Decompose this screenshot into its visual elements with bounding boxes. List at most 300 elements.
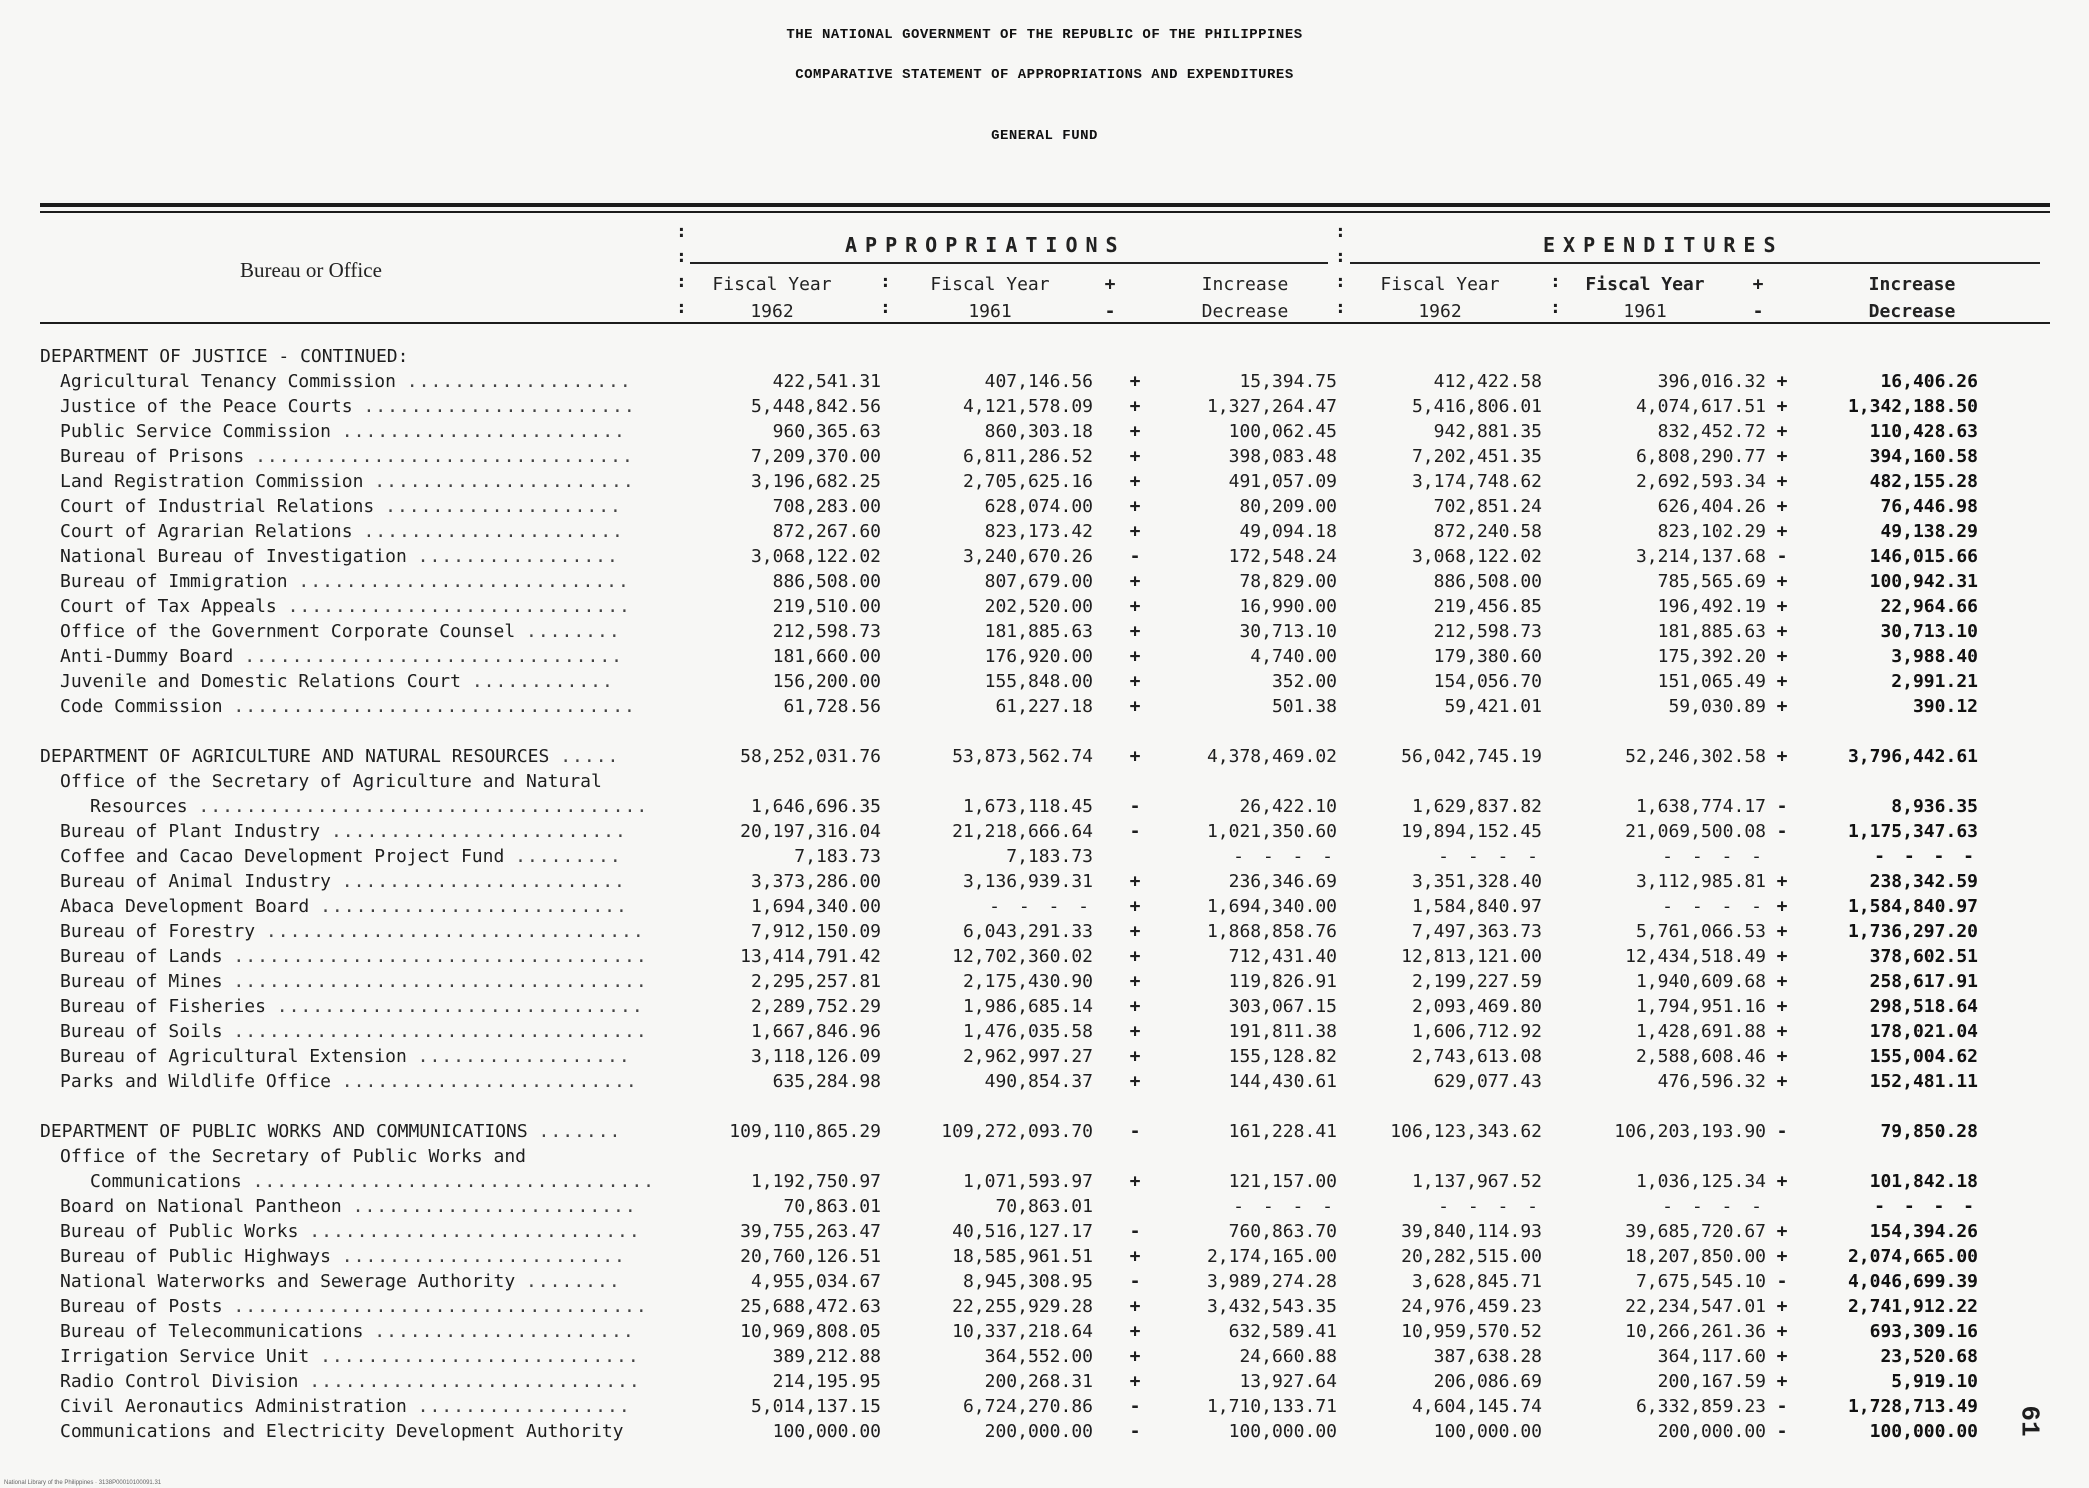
- expenditure-1962-cell: 3,628,845.71: [1411, 1271, 1542, 1292]
- table-row: [0, 546, 2089, 571]
- leader-dots: .......: [538, 1121, 622, 1142]
- row-label: [60, 1021, 648, 1042]
- top-double-rule-thin: [40, 211, 2050, 213]
- expenditure-1961-cell: 5,761,066.53: [1635, 921, 1766, 942]
- expenditure-1962-cell: 212,598.73: [1433, 621, 1542, 642]
- appropriation-change-cell: 712,431.40: [1228, 946, 1337, 967]
- appropriations-header: APPROPRIATIONS: [845, 233, 1126, 257]
- appropriation-1961-cell: 6,811,286.52: [962, 446, 1093, 467]
- row-label: [60, 496, 622, 517]
- page-number: 61: [2014, 1405, 2045, 1437]
- minus-sign: -: [1752, 301, 1764, 322]
- appropriation-sign-cell: +: [1129, 1021, 1141, 1042]
- minus-sign: -: [1104, 301, 1116, 322]
- row-label: [60, 1296, 648, 1317]
- appropriation-1961-cell: 3,240,670.26: [962, 546, 1093, 567]
- expenditure-sign-cell: +: [1776, 896, 1788, 917]
- appropriation-1961-cell: 7,183.73: [1006, 846, 1093, 867]
- row-label: [40, 746, 619, 767]
- appropriation-1962-cell: 109,110,865.29: [729, 1121, 881, 1142]
- appropriation-change-cell: 121,157.00: [1228, 1171, 1337, 1192]
- expenditure-change-cell: 100,000.00: [1869, 1421, 1978, 1442]
- expenditure-sign-cell: +: [1776, 646, 1788, 667]
- appropriation-sign-cell: +: [1129, 1046, 1141, 1067]
- year-label: 1961: [968, 301, 1012, 322]
- row-name: Office of the Secretary of Public Works and: [60, 1146, 526, 1167]
- table-row: [0, 1246, 2089, 1271]
- leader-dots: ............................: [298, 571, 630, 592]
- appropriation-change-cell: 80,209.00: [1239, 496, 1337, 517]
- expenditure-1961-cell: 21,069,500.08: [1625, 821, 1766, 842]
- expenditure-1961-cell: 1,638,774.17: [1635, 796, 1766, 817]
- row-label: [60, 1221, 641, 1242]
- expenditure-1962-cell: 19,894,152.45: [1401, 821, 1542, 842]
- row-name: Public Service Commission: [60, 421, 331, 442]
- row-name: Bureau of Fisheries: [60, 996, 266, 1017]
- plus-sign: +: [1104, 274, 1116, 295]
- appropriation-1961-cell: 4,121,578.09: [962, 396, 1093, 417]
- appropriation-1962-cell: 212,598.73: [772, 621, 881, 642]
- appropriation-1962-cell: 13,414,791.42: [740, 946, 881, 967]
- leader-dots: ............................: [309, 1371, 641, 1392]
- row-label: [60, 446, 634, 467]
- increase-label: Increase: [1868, 274, 1956, 295]
- appropriation-sign-cell: +: [1129, 1246, 1141, 1267]
- row-label: [60, 671, 614, 692]
- appropriation-1961-cell: 202,520.00: [984, 596, 1093, 617]
- row-label: [60, 521, 624, 542]
- expenditure-1961-cell: 39,685,720.67: [1625, 1221, 1766, 1242]
- table-row: [0, 1071, 2089, 1096]
- expenditure-change-cell: 5,919.10: [1891, 1371, 1978, 1392]
- expenditure-1962-cell: 12,813,121.00: [1401, 946, 1542, 967]
- appropriation-1962-cell: 708,283.00: [772, 496, 881, 517]
- appropriation-change-cell: 632,589.41: [1228, 1321, 1337, 1342]
- leader-dots: ........................: [352, 1196, 637, 1217]
- appropriation-sign-cell: +: [1129, 521, 1141, 542]
- appropriation-1962-cell: 156,200.00: [772, 671, 881, 692]
- row-name: Resources: [90, 796, 188, 817]
- appropriation-1961-cell: 1,986,685.14: [962, 996, 1093, 1017]
- appropriation-sign-cell: +: [1129, 1171, 1141, 1192]
- appropriation-1961-cell: 2,175,430.90: [962, 971, 1093, 992]
- appropriation-sign-cell: +: [1129, 1296, 1141, 1317]
- appropriation-1961-cell: 860,303.18: [984, 421, 1093, 442]
- appropriation-1961-cell: 3,136,939.31: [962, 871, 1093, 892]
- appropriation-1962-cell: 219,510.00: [772, 596, 881, 617]
- header-divider: :: [676, 297, 687, 318]
- increase-label: Increase: [1201, 274, 1289, 295]
- expenditure-1962-cell: 106,123,343.62: [1390, 1121, 1542, 1142]
- appropriation-sign-cell: -: [1129, 1421, 1141, 1442]
- appropriations-fy-1961-header: [925, 271, 1055, 325]
- expenditure-1962-cell: 412,422.58: [1433, 371, 1542, 392]
- appropriation-change-cell: 100,062.45: [1228, 421, 1337, 442]
- appropriation-1962-cell: 20,197,316.04: [740, 821, 881, 842]
- expenditure-change-cell: 2,741,912.22: [1847, 1296, 1978, 1317]
- top-double-rule: [40, 203, 2050, 207]
- fiscal-year-label: Fiscal Year: [1585, 274, 1705, 295]
- expenditure-sign-cell: +: [1776, 596, 1788, 617]
- appropriation-sign-cell: +: [1129, 1371, 1141, 1392]
- appropriation-change-cell: 16,990.00: [1239, 596, 1337, 617]
- appropriation-1962-cell: 1,646,696.35: [750, 796, 881, 817]
- expenditure-1961-cell: 151,065.49: [1657, 671, 1766, 692]
- expenditure-sign-cell: +: [1776, 1371, 1788, 1392]
- expenditure-sign-cell: +: [1776, 571, 1788, 592]
- row-name: Board on National Pantheon: [60, 1196, 342, 1217]
- row-name: Bureau of Soils: [60, 1021, 223, 1042]
- table-row: [0, 1346, 2089, 1371]
- row-name: Coffee and Cacao Development Project Fund: [60, 846, 505, 867]
- leader-dots: ...................: [406, 371, 632, 392]
- row-name: Anti-Dummy Board: [60, 646, 234, 667]
- appropriation-sign-cell: +: [1129, 496, 1141, 517]
- expenditure-sign-cell: -: [1776, 796, 1788, 817]
- appropriation-sign-cell: +: [1129, 946, 1141, 967]
- row-name: Bureau of Public Works: [60, 1221, 299, 1242]
- expenditure-1962-cell: 3,068,122.02: [1411, 546, 1542, 567]
- row-name: National Waterworks and Sewerage Authority: [60, 1271, 516, 1292]
- appropriation-sign-cell: +: [1129, 596, 1141, 617]
- appropriation-change-cell: 100,000.00: [1228, 1421, 1337, 1442]
- header-divider: :: [1550, 297, 1561, 318]
- appropriation-sign-cell: -: [1129, 546, 1141, 567]
- appropriation-1961-cell: 2,962,997.27: [962, 1046, 1093, 1067]
- header-divider: :: [1335, 221, 1346, 242]
- appropriation-1962-cell: 3,068,122.02: [750, 546, 881, 567]
- expenditure-1961-cell: 12,434,518.49: [1625, 946, 1766, 967]
- row-label: [60, 546, 619, 567]
- expenditure-sign-cell: +: [1776, 746, 1788, 767]
- appropriation-1961-cell: 490,854.37: [984, 1071, 1093, 1092]
- row-label: [60, 1246, 626, 1267]
- appropriation-1962-cell: 2,295,257.81: [750, 971, 881, 992]
- table-row: [0, 621, 2089, 646]
- table-row: [0, 946, 2089, 971]
- appropriation-sign-cell: +: [1129, 696, 1141, 717]
- expenditure-change-cell: - - - -: [1874, 1196, 1978, 1217]
- table-row: [0, 646, 2089, 671]
- appropriation-1962-cell: 5,448,842.56: [750, 396, 881, 417]
- leader-dots: ................................: [265, 921, 645, 942]
- appropriation-1961-cell: 155,848.00: [984, 671, 1093, 692]
- row-label: [60, 1146, 526, 1167]
- expenditure-1961-cell: 2,588,608.46: [1635, 1046, 1766, 1067]
- row-label: [40, 1121, 621, 1142]
- appropriation-change-cell: 13,927.64: [1239, 1371, 1337, 1392]
- appropriation-1962-cell: 7,183.73: [794, 846, 881, 867]
- leader-dots: .....: [560, 746, 620, 767]
- appropriation-sign-cell: +: [1129, 996, 1141, 1017]
- expenditure-1961-cell: 181,885.63: [1657, 621, 1766, 642]
- expenditure-change-cell: 110,428.63: [1869, 421, 1978, 442]
- row-name: Court of Tax Appeals: [60, 596, 277, 617]
- appropriation-change-cell: 236,346.69: [1228, 871, 1337, 892]
- table-row: [0, 871, 2089, 896]
- expenditure-change-cell: 178,021.04: [1869, 1021, 1978, 1042]
- appropriation-1961-cell: 6,043,291.33: [962, 921, 1093, 942]
- row-label: [60, 596, 631, 617]
- row-name: Communications and Electricity Development Authority: [60, 1421, 624, 1442]
- appropriation-sign-cell: +: [1129, 746, 1141, 767]
- appropriation-change-cell: 491,057.09: [1228, 471, 1337, 492]
- appropriation-change-cell: 119,826.91: [1228, 971, 1337, 992]
- row-name: Parks and Wildlife Office: [60, 1071, 331, 1092]
- table-row: [0, 1371, 2089, 1396]
- expenditure-sign-cell: +: [1776, 496, 1788, 517]
- row-label: [60, 1271, 621, 1292]
- expenditure-1962-cell: 7,497,363.73: [1411, 921, 1542, 942]
- expenditure-sign-cell: -: [1776, 821, 1788, 842]
- appropriations-fy-1962-header: [712, 271, 832, 325]
- table-row: [0, 521, 2089, 546]
- expenditure-sign-cell: +: [1776, 696, 1788, 717]
- row-name: DEPARTMENT OF AGRICULTURE AND NATURAL RESOURCES: [40, 746, 550, 767]
- leader-dots: ..........................: [320, 896, 628, 917]
- appropriation-1962-cell: 1,192,750.97: [750, 1171, 881, 1192]
- expenditure-sign-cell: +: [1776, 471, 1788, 492]
- appropriation-1961-cell: 181,885.63: [984, 621, 1093, 642]
- table-row: [0, 596, 2089, 621]
- row-name: Radio Control Division: [60, 1371, 299, 1392]
- leader-dots: ............................: [309, 1221, 641, 1242]
- expenditure-1962-cell: 3,174,748.62: [1411, 471, 1542, 492]
- expenditure-1961-cell: 832,452.72: [1657, 421, 1766, 442]
- expenditure-change-cell: 76,446.98: [1880, 496, 1978, 517]
- appropriation-1961-cell: 61,227.18: [995, 696, 1093, 717]
- appropriation-change-cell: 15,394.75: [1239, 371, 1337, 392]
- appropriation-sign-cell: +: [1129, 1346, 1141, 1367]
- expenditure-1962-cell: 872,240.58: [1433, 521, 1542, 542]
- appropriations-underline: [690, 262, 1328, 264]
- appropriation-change-cell: 30,713.10: [1239, 621, 1337, 642]
- row-name: Bureau of Plant Industry: [60, 821, 321, 842]
- table-row: [0, 821, 2089, 846]
- appropriation-1961-cell: 18,585,961.51: [952, 1246, 1093, 1267]
- appropriation-sign-cell: +: [1129, 571, 1141, 592]
- row-name: Bureau of Agricultural Extension: [60, 1046, 407, 1067]
- expenditure-sign-cell: -: [1776, 1271, 1788, 1292]
- appropriation-sign-cell: -: [1129, 1221, 1141, 1242]
- expenditure-sign-cell: +: [1776, 921, 1788, 942]
- row-label: [40, 346, 408, 367]
- leader-dots: ....................: [385, 496, 622, 517]
- appropriation-change-cell: 191,811.38: [1228, 1021, 1337, 1042]
- appropriation-sign-cell: -: [1129, 1396, 1141, 1417]
- document-title-line3: GENERAL FUND: [991, 128, 1098, 144]
- leader-dots: ........................: [341, 421, 626, 442]
- expenditure-1962-cell: 206,086.69: [1433, 1371, 1542, 1392]
- expenditure-sign-cell: +: [1776, 1321, 1788, 1342]
- row-name: Court of Industrial Relations: [60, 496, 375, 517]
- appropriation-1962-cell: 181,660.00: [772, 646, 881, 667]
- table-row: [0, 971, 2089, 996]
- expenditure-1962-cell: 24,976,459.23: [1401, 1296, 1542, 1317]
- appropriation-change-cell: 398,083.48: [1228, 446, 1337, 467]
- leader-dots: ...................................: [233, 946, 648, 967]
- appropriation-sign-cell: +: [1129, 671, 1141, 692]
- document-title-line2: COMPARATIVE STATEMENT OF APPROPRIATIONS AND EXPENDITURES: [795, 67, 1294, 83]
- expenditure-1962-cell: 1,584,840.97: [1411, 896, 1542, 917]
- expenditure-change-cell: 8,936.35: [1891, 796, 1978, 817]
- expenditure-1961-cell: 3,112,985.81: [1635, 871, 1766, 892]
- expenditure-1962-cell: 59,421.01: [1444, 696, 1542, 717]
- expenditure-1961-cell: 1,794,951.16: [1635, 996, 1766, 1017]
- expenditure-1962-cell: 219,456.85: [1433, 596, 1542, 617]
- document-title-line1: THE NATIONAL GOVERNMENT OF THE REPUBLIC OF THE PHILIPPINES: [786, 27, 1303, 43]
- row-name: Bureau of Forestry: [60, 921, 256, 942]
- expenditure-1962-cell: 629,077.43: [1433, 1071, 1542, 1092]
- appropriation-change-cell: 1,327,264.47: [1206, 396, 1337, 417]
- expenditure-sign-cell: +: [1776, 1046, 1788, 1067]
- row-name: Bureau of Telecommunications: [60, 1321, 364, 1342]
- row-label: [60, 1321, 635, 1342]
- expenditure-change-cell: 16,406.26: [1880, 371, 1978, 392]
- expenditure-1961-cell: 1,428,691.88: [1635, 1021, 1766, 1042]
- row-name: Bureau of Posts: [60, 1296, 223, 1317]
- leader-dots: ................................: [255, 446, 634, 467]
- table-row: [0, 1396, 2089, 1421]
- expenditure-change-cell: 238,342.59: [1869, 871, 1978, 892]
- expenditure-1961-cell: 4,074,617.51: [1635, 396, 1766, 417]
- appropriation-1961-cell: 2,705,625.16: [962, 471, 1093, 492]
- expenditure-1962-cell: 4,604,145.74: [1411, 1396, 1542, 1417]
- expenditure-1962-cell: 100,000.00: [1433, 1421, 1542, 1442]
- expenditure-change-cell: 394,160.58: [1869, 446, 1978, 467]
- leader-dots: .........: [515, 846, 622, 867]
- header-divider: :: [676, 221, 687, 242]
- table-row: [0, 396, 2089, 421]
- expenditure-1962-cell: 2,093,469.80: [1411, 996, 1542, 1017]
- appropriation-1961-cell: 22,255,929.28: [952, 1296, 1093, 1317]
- expenditure-1961-cell: 3,214,137.68: [1635, 546, 1766, 567]
- row-label: [60, 396, 636, 417]
- expenditure-1962-cell: 702,851.24: [1433, 496, 1542, 517]
- leader-dots: ........: [526, 621, 621, 642]
- expenditure-change-cell: 3,796,442.61: [1847, 746, 1978, 767]
- leader-dots: ...............................: [276, 996, 644, 1017]
- appropriation-1962-cell: 1,667,846.96: [750, 1021, 881, 1042]
- expenditure-change-cell: 101,842.18: [1869, 1171, 1978, 1192]
- expenditure-1961-cell: 6,332,859.23: [1635, 1396, 1766, 1417]
- expenditure-1962-cell: 10,959,570.52: [1401, 1321, 1542, 1342]
- leader-dots: ..................................: [233, 696, 636, 717]
- appropriation-change-cell: 155,128.82: [1228, 1046, 1337, 1067]
- appropriation-1961-cell: 176,920.00: [984, 646, 1093, 667]
- table-row: [0, 1021, 2089, 1046]
- expenditure-sign-cell: -: [1776, 1396, 1788, 1417]
- expenditure-1962-cell: 179,380.60: [1433, 646, 1542, 667]
- appropriation-1961-cell: 8,945,308.95: [962, 1271, 1093, 1292]
- appropriation-1962-cell: 1,694,340.00: [750, 896, 881, 917]
- table-row: [0, 696, 2089, 721]
- expenditure-1961-cell: 7,675,545.10: [1635, 1271, 1766, 1292]
- header-divider: :: [1335, 271, 1346, 292]
- appropriation-change-cell: 1,694,340.00: [1206, 896, 1337, 917]
- expenditure-1961-cell: 364,117.60: [1657, 1346, 1766, 1367]
- appropriation-change-cell: 3,432,543.35: [1206, 1296, 1337, 1317]
- row-name: Bureau of Public Highways: [60, 1246, 331, 1267]
- expenditure-1961-cell: 22,234,547.01: [1625, 1296, 1766, 1317]
- row-label: [60, 1046, 631, 1067]
- leader-dots: ...................................: [233, 971, 648, 992]
- expenditure-change-cell: 298,518.64: [1869, 996, 1978, 1017]
- department-row: [0, 746, 2089, 771]
- archive-footer: National Library of the Philippines · 3138P00010100091.31: [4, 1480, 162, 1486]
- expenditure-sign-cell: +: [1776, 371, 1788, 392]
- appropriation-change-cell: 352.00: [1271, 671, 1337, 692]
- row-label: [90, 796, 648, 817]
- appropriation-1962-cell: 872,267.60: [772, 521, 881, 542]
- row-name: Abaca Development Board: [60, 896, 310, 917]
- table-row: [0, 921, 2089, 946]
- expenditure-sign-cell: +: [1776, 621, 1788, 642]
- appropriation-1962-cell: 886,508.00: [772, 571, 881, 592]
- row-name: Bureau of Prisons: [60, 446, 245, 467]
- plus-sign: +: [1752, 274, 1764, 295]
- appropriation-change-cell: - - - -: [1233, 1196, 1337, 1217]
- expenditure-1962-cell: - - - -: [1438, 1196, 1542, 1217]
- expenditure-1962-cell: 1,629,837.82: [1411, 796, 1542, 817]
- expenditure-1962-cell: 2,199,227.59: [1411, 971, 1542, 992]
- table-row: [0, 771, 2089, 796]
- appropriation-1962-cell: 389,212.88: [772, 1346, 881, 1367]
- expenditures-fy-1961-header: [1575, 271, 1715, 325]
- appropriation-sign-cell: +: [1129, 971, 1141, 992]
- row-label: [60, 821, 627, 842]
- appropriation-1962-cell: 3,196,682.25: [750, 471, 881, 492]
- expenditure-change-cell: 1,584,840.97: [1847, 896, 1978, 917]
- appropriation-1962-cell: 3,373,286.00: [750, 871, 881, 892]
- expenditure-1962-cell: 56,042,745.19: [1401, 746, 1542, 767]
- row-label: [60, 996, 644, 1017]
- expenditure-change-cell: 146,015.66: [1869, 546, 1978, 567]
- expenditure-1962-cell: 1,606,712.92: [1411, 1021, 1542, 1042]
- leader-dots: .............................: [287, 596, 631, 617]
- table-row: [0, 1196, 2089, 1221]
- expenditure-1961-cell: 2,692,593.34: [1635, 471, 1766, 492]
- appropriation-1962-cell: 58,252,031.76: [740, 746, 881, 767]
- fiscal-year-label: Fiscal Year: [930, 274, 1050, 295]
- expenditure-sign-cell: +: [1776, 996, 1788, 1017]
- leader-dots: .......................: [363, 396, 636, 417]
- appropriation-1962-cell: 3,118,126.09: [750, 1046, 881, 1067]
- expenditure-1962-cell: 5,416,806.01: [1411, 396, 1542, 417]
- header-divider: :: [676, 246, 687, 267]
- expenditure-sign-cell: +: [1776, 446, 1788, 467]
- leader-dots: ......................: [374, 1321, 635, 1342]
- appropriation-1962-cell: 70,863.01: [783, 1196, 881, 1217]
- appropriation-change-cell: 26,422.10: [1239, 796, 1337, 817]
- header-divider: :: [1550, 271, 1561, 292]
- appropriation-change-cell: 1,868,858.76: [1206, 921, 1337, 942]
- expenditure-1961-cell: 18,207,850.00: [1625, 1246, 1766, 1267]
- appropriation-1962-cell: 635,284.98: [772, 1071, 881, 1092]
- row-label: [90, 1171, 655, 1192]
- appropriations-change-header: [1190, 271, 1300, 325]
- expenditure-1961-cell: 476,596.32: [1657, 1071, 1766, 1092]
- appropriation-sign-cell: +: [1129, 896, 1141, 917]
- table-row: [0, 1421, 2089, 1446]
- appropriation-1962-cell: 5,014,137.15: [750, 1396, 881, 1417]
- row-name: Justice of the Peace Courts: [60, 396, 353, 417]
- expenditure-sign-cell: +: [1776, 1071, 1788, 1092]
- leader-dots: ........................: [341, 1246, 626, 1267]
- table-row: [0, 1271, 2089, 1296]
- appropriation-1962-cell: 422,541.31: [772, 371, 881, 392]
- expenditure-sign-cell: +: [1776, 946, 1788, 967]
